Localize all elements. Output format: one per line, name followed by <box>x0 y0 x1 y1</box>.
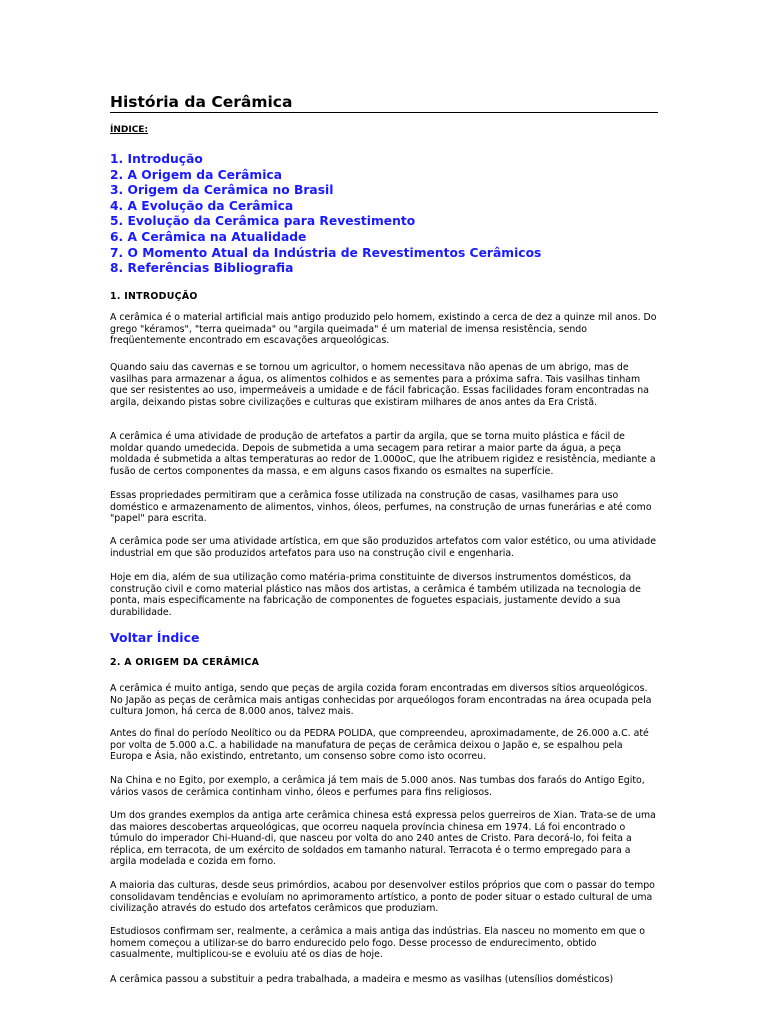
paragraph: A cerâmica pode ser uma atividade artística, em que são produzidos artefatos com valor estético, ou uma atividade industrial em que são produzidos artefatos para uso na construção civil e engenharia. <box>110 536 656 559</box>
paragraph: A cerâmica é uma atividade de produção de artefatos a partir da argila, que se torna muito plástica e fácil de moldar quando umedecida. Depois de submetida a uma secagem para retirar a maior parte da água, a peça moldada é submetida a altas temperaturas ao redor de 1.000oC, que lhe atribuem rigidez e resistência, mediante a fusão de certos componentes da massa, e em alguns casos fixando os esmaltes na superfície. <box>110 431 656 477</box>
paragraph: Hoje em dia, além de sua utilização como matéria-prima constituinte de diversos instrumentos domésticos, da construção civil e como material plástico nas mãos dos artistas, a cerâmica é também utilizada na tecnologia de ponta, mais especificamente na fabricação de componentes de foguetes espaciais, justamente devido a sua durabilidade. <box>110 572 641 618</box>
paragraph: Quando saiu das cavernas e se tornou um agricultor, o homem necessitava não apenas de um abrigo, mas de vasilhas para armazenar a água, os alimentos colhidos e as sementes para a próxima safra. Tais vasilhas tinham que ser resistentes ao uso, impermeáveis a umidade e de fácil fabricação. Essas facilidades foram encontradas na argila, deixando pistas sobre civilizações e culturas que existiram milhares de anos antes da Era Cristã. <box>110 362 649 408</box>
index-label: ÍNDICE: <box>110 125 149 135</box>
paragraph: A maioria das culturas, desde seus primórdios, acabou por desenvolver estilos próprios que com o passar do tempo consolidavam tendências e evoluíam no aprimoramento artístico, a ponto de poder situar o estado cultural de uma civilização através do estudo dos artefatos cerâmicos que produziam. <box>110 880 655 915</box>
page-title: História da Cerâmica <box>110 93 658 113</box>
toc-link-origem-brasil[interactable]: 3. Origem da Cerâmica no Brasil <box>110 183 334 198</box>
toc-link-evolucao-revestimento[interactable]: 5. Evolução da Cerâmica para Revestimento <box>110 214 416 229</box>
toc-link-origem[interactable]: 2. A Origem da Cerâmica <box>110 167 283 182</box>
paragraph: Na China e no Egito, por exemplo, a cerâmica já tem mais de 5.000 anos. Nas tumbas dos faraós do Antigo Egito, vários vasos de cerâmica continham vinho, óleos e perfumes para fins religiosos. <box>110 775 645 798</box>
paragraph: A cerâmica é o material artificial mais antigo produzido pelo homem, existindo a cerca de dez a quinze mil anos. Do grego "kéramos", "terra queimada" ou "argila queimada" é um material de imensa resistência, sendo freqüentemente encontrado em escavações arqueológicas. <box>110 312 657 347</box>
section-heading-origem: 2. A ORIGEM DA CERÂMICA <box>110 657 260 668</box>
section-heading-introducao: 1. INTRODUÇÃO <box>110 291 198 302</box>
paragraph: A cerâmica passou a substituir a pedra trabalhada, a madeira e mesmo as vasilhas (utensílios domésticos) <box>110 974 614 985</box>
paragraph: A cerâmica é muito antiga, sendo que peças de argila cozida foram encontradas em diversos sítios arqueológicos. No Japão as peças de cerâmica mais antigas conhecidas por arqueólogos foram encontradas na área ocupada pela cultura Jomon, há cerca de 8.000 anos, talvez mais. <box>110 683 652 718</box>
toc-link-evolucao[interactable]: 4. A Evolução da Cerâmica <box>110 198 294 213</box>
toc-link-momento-atual[interactable]: 7. O Momento Atual da Indústria de Revestimentos Cerâmicos <box>110 245 542 260</box>
paragraph: Essas propriedades permitiram que a cerâmica fosse utilizada na construção de casas, vasilhames para uso doméstico e armazenamento de alimentos, vinhos, óleos, perfumes, na construção de urnas funerárias e até como "papel" para escrita. <box>110 490 652 525</box>
paragraph: Um dos grandes exemplos da antiga arte cerâmica chinesa está expressa pelos guerreiros de Xian. Trata-se de uma das maiores descobertas arqueológicas, que ocorreu naquela província chinesa em 1974. Lá foi encontrado o túmulo do imperador Chi-Huand-di, que nasceu por volta do ano 240 antes de Cristo. Para decorá-lo, foi feita a réplica, em terracota, de um exército de soldados em tamanho natural. Terracota é o termo empregado para a argila modelada e cozida em forno. <box>110 810 656 868</box>
paragraph: Estudiosos confirmam ser, realmente, a cerâmica a mais antiga das indústrias. Ela nasceu no momento em que o homem começou a utilizar-se do barro endurecido pelo fogo. Desse processo de endurecimento, obtido casualmente, multiplicou-se e evoluiu até os dias de hoje. <box>110 926 645 961</box>
toc-link-referencias[interactable]: 8. Referências Bibliografia <box>110 261 294 276</box>
table-of-contents <box>110 152 541 277</box>
paragraph: Antes do final do período Neolítico ou da PEDRA POLIDA, que compreendeu, aproximadamente, de 26.000 a.C. até por volta de 5.000 a.C. a habilidade na manufatura de peças de cerâmica deixou o Japão e, se espalhou pela Europa e Ásia, não existindo, entretanto, um consenso sobre como isto ocorreu. <box>110 728 649 763</box>
toc-link-atualidade[interactable]: 6. A Cerâmica na Atualidade <box>110 229 307 244</box>
toc-link-introducao[interactable]: 1. Introdução <box>110 152 203 166</box>
voltar-indice-link[interactable]: Voltar Índice <box>110 630 200 645</box>
